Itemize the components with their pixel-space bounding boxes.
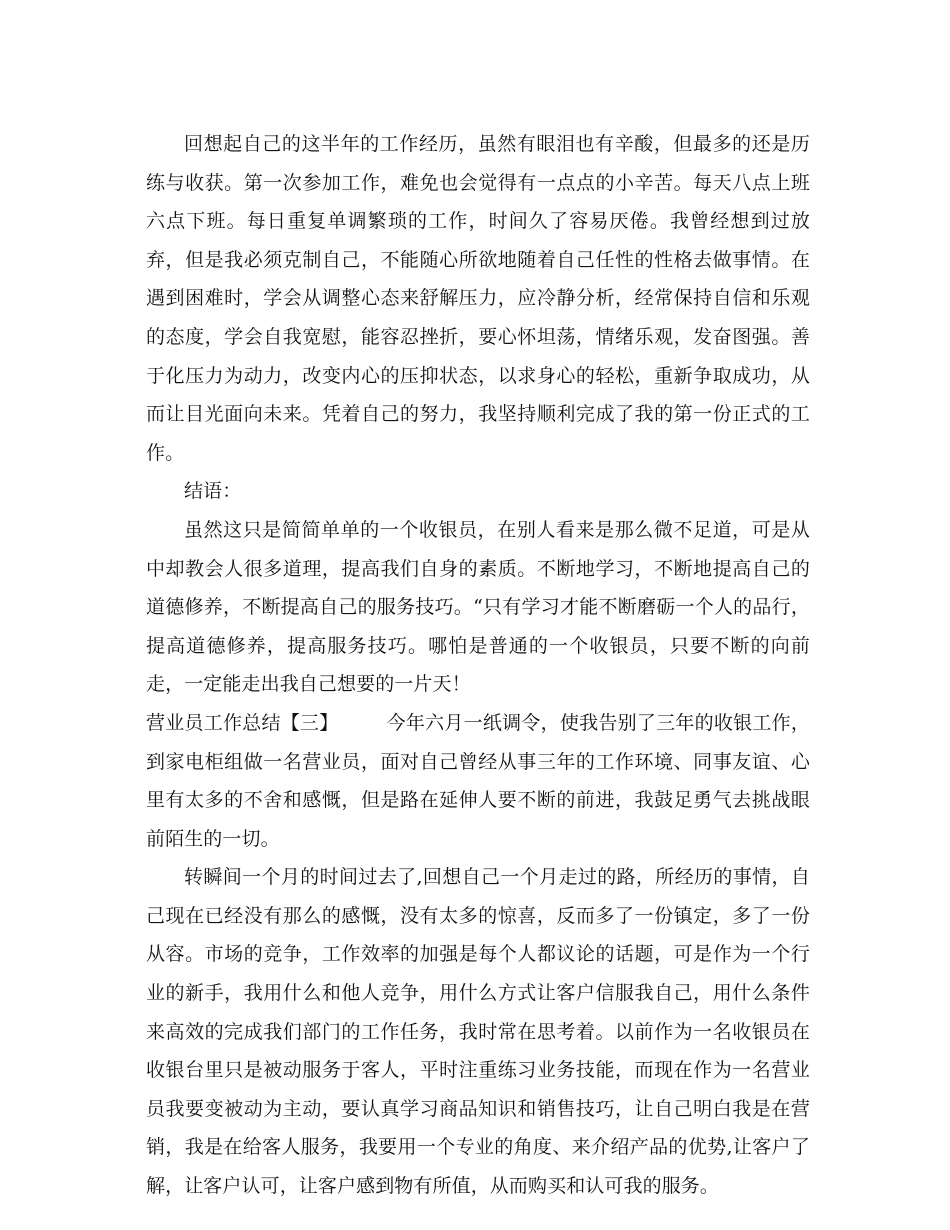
document-body xyxy=(146,125,810,1206)
paragraph-work-experience: 回想起自己的这半年的工作经历，虽然有眼泪也有辛酸，但最多的还是历练与收获。第一次参加工作，难免也会觉得有一点点的小辛苦。每天八点上班六点下班。每日重复单调繁琐的工作，时间久了容易厌倦。我曾经想到过放弃，但是我必须克制自己，不能随心所欲地随着自己任性的性格去做事情。在遇到困难时，学会从调整心态来舒解压力，应冷静分析，经常保持自信和乐观的态度，学会自我宽慰，能容忍挫折，要心怀坦荡，情绪乐观，发奋图强。善于化压力为动力，改变内心的压抑状态，以求身心的轻松，重新争取成功，从而让目光面向未来。凭着自己的努力，我坚持顺利完成了我的第一份正式的工作。 xyxy=(146,133,810,464)
section-intro-text: 今年六月一纸调令，使我告别了三年的收银工作，到家电柜组做一名营业员，面对自己曾经从事三年的工作环境、同事友谊、心里有太多的不舍和感慨，但是路在延伸人要不断的前进，我鼓足勇气去挑战眼前陌生的一切。 xyxy=(146,711,810,850)
paragraph-first-month: 转瞬间一个月的时间过去了,回想自己一个月走过的路，所经历的事情，自己现在已经没有那么的感慨，没有太多的惊喜，反而多了一份镇定，多了一份从容。市场的竞争，工作效率的加强是每个人都议论的话题，可是作为一个行业的新手，我用什么和他人竞争，用什么方式让客户信服我自己，用什么条件来高效的完成我们部门的工作任务，我时常在思考着。以前作为一名收银员在收银台里只是被动服务于客人，平时注重练习业务技能，而现在作为一名营业员我要变被动为主动，要认真学习商品知识和销售技巧，让自己明白我是在营销，我是在给客人服务，我要用一个专业的角度、来介绍产品的优势,让客户了解，让客户认可，让客户感到物有所值，从而购买和认可我的服务。 xyxy=(146,866,810,1198)
paragraph-conclusion-body: 虽然这只是简简单单的一个收银员，在别人看来是那么微不足道，可是从中却教会人很多道理，提高我们自身的素质。不断地学习，不断地提高自己的道德修养，不断提高自己的服务技巧。“只有学习才能不断磨砺一个人的品行，提高道德修养，提高服务技巧。哪怕是普通的一个收银员，只要不断的向前走，一定能走出我自己想要的一片天！ xyxy=(146,518,810,696)
paragraph-conclusion-label: 结语： xyxy=(184,480,242,503)
section-three xyxy=(146,704,810,858)
section-heading: 营业员工作总结【三】 xyxy=(146,711,339,734)
